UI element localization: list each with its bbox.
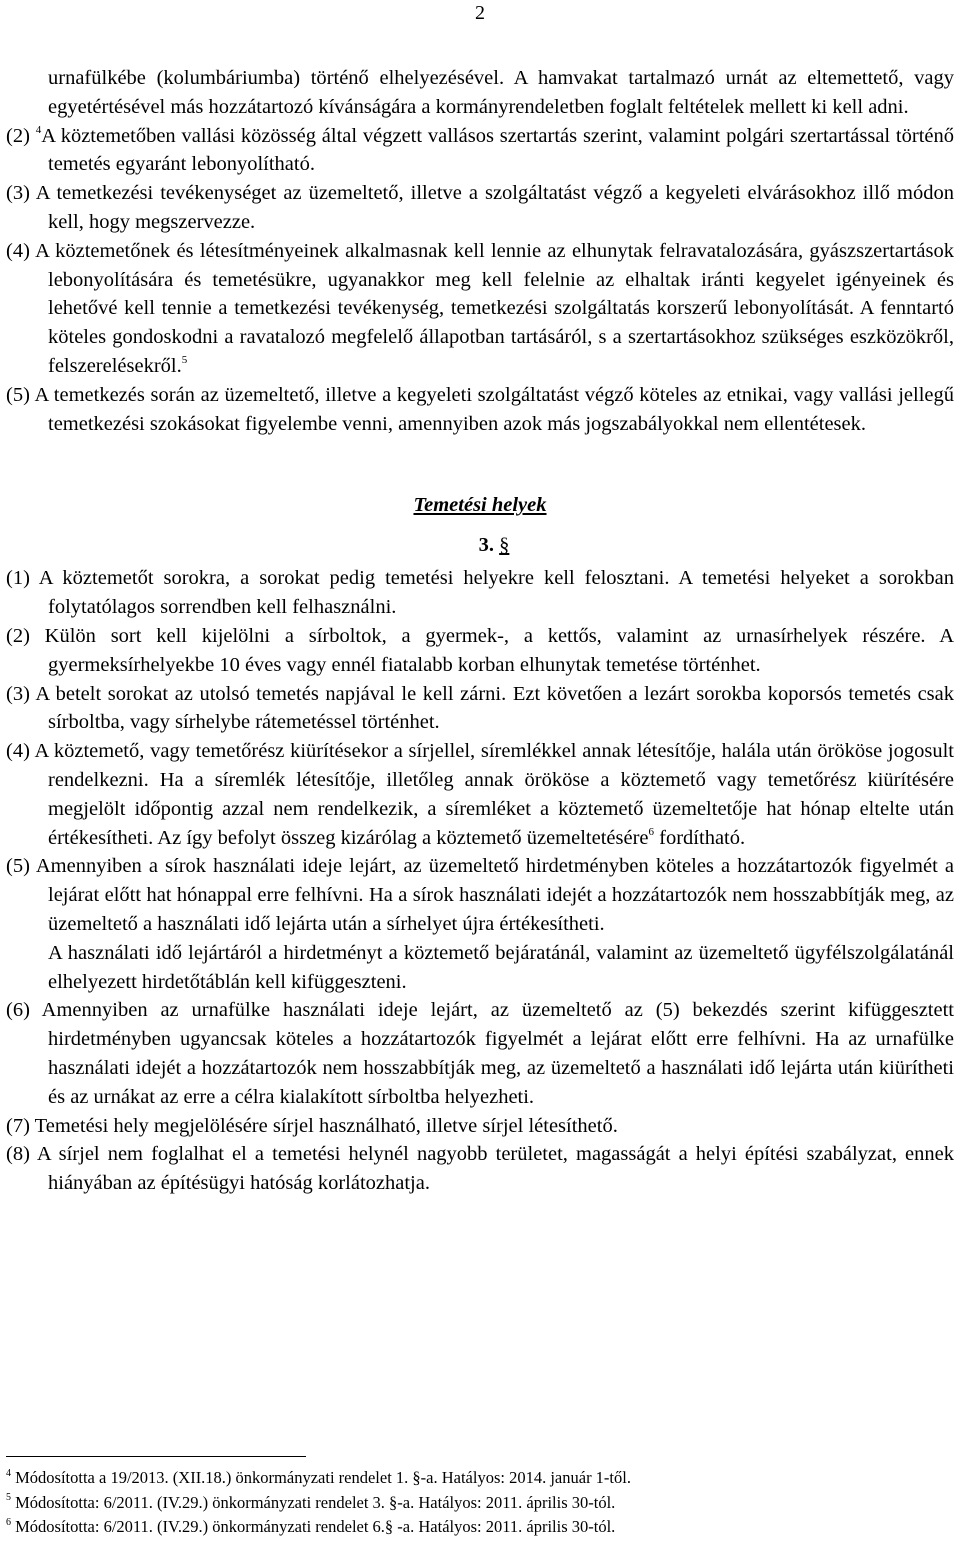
section-number (6, 530, 954, 560)
footnote-text: Módosította: 6/2011. (IV.29.) önkormányzati rendelet 3. §-a. Hatályos: 2011. április 30-tól. (11, 1492, 616, 1512)
footnote-divider (6, 1456, 306, 1457)
paragraph-text: A köztemetőben vallási közösség által végzett vallásos szertartás szerint, valamint polgári szertartással történő temetés egyaránt lebonyolítható. (41, 124, 954, 176)
paragraph-tail: fordítható. (654, 826, 746, 849)
paragraph-continuation: urnafülkébe (kolumbáriumba) történő elhelyezésével. A hamvakat tartalmazó urnát az eltemettető, vagy egyetértésével más hozzátartozó kívánságára a kormányrendeletben foglalt feltételek mellett ki kell adni. (48, 67, 954, 118)
section-paragraph-7: (7) Temetési hely megjelölésére sírjel használható, illetve sírjel létesíthető. (6, 1114, 618, 1137)
section-paragraph-1: (1) A köztemetőt sorokra, a sorokat pedig temetési helyekre kell felosztani. A temetési helyeket a sorokban folytatólagos sorrendben kell felhasználni. (6, 567, 954, 619)
section-paragraph-6: (6) Amennyiben az urnafülke használati ideje lejárt, az üzemeltető az (5) bekezdés szerint kifüggesztett hirdetményben ugyancsak köteles a hozzátartozók figyelmét a lejárat előtt erre felhívni. Ha az urnafülke használati idejét a hozzátartozók nem hosszabbítják meg, az üzemeltető a használati idő lejárta után kiürítheti és az urnákat az erre a célra kialakított sírboltba helyezheti. (6, 999, 954, 1108)
section-number-value: 3. (478, 534, 494, 557)
footnote-number: 4 (6, 1467, 11, 1479)
document-body (6, 64, 954, 1198)
footnote-ref-4[interactable]: 4 (35, 123, 42, 136)
paragraph-number: (2) (6, 124, 36, 147)
footnotes (6, 1466, 946, 1540)
section-paragraph-5-continued: A használati idő lejártáról a hirdetményt a köztemető bejáratánál, valamint az üzemeltető ügyfélszolgálatánál elhelyezett hirdetőtáblán kell kifüggeszteni. (48, 941, 954, 993)
paragraph-text: (4) A köztemető, vagy temetőrész kiürítésekor a sírjellel, síremlékkel annak létesítője, halála után örököse jogosult rendelkezni. Ha a síremlék létesítője, illetőleg annak örököse a köztemető vagy temetőrész kiürítésére megjelölt időpontig azzal nem rendelkezik, a síremléket a köztemető üzemeltetője hat hónap eltelte után értékesítheti. Az így befolyt összeg kizárólag a köztemető üzemeltetésére (6, 740, 954, 849)
paragraph-3: (3) A temetkezési tevékenységet az üzemeltető, illetve a szolgáltatást végző a kegyeleti elvárásokhoz illő módon kell, hogy megszervezze. (6, 182, 954, 233)
paragraph-2 (6, 122, 954, 180)
section-symbol: § (499, 534, 510, 557)
footnote-text: Módosította a 19/2013. (XII.18.) önkormányzati rendelet 1. §-a. Hatályos: 2014. január 1-től. (11, 1468, 631, 1487)
footnote-ref-5[interactable]: 5 (181, 354, 188, 367)
footnote-6 (6, 1515, 946, 1540)
footnote-4 (6, 1466, 946, 1491)
section-paragraph-5: (5) Amennyiben a sírok használati ideje lejárt, az üzemeltető hirdetményben köteles a hozzátartozók figyelmét a lejárat előtt hat hónappal erre felhívni. Ha a sírok használati idejét a hozzátartozók nem hosszabbítják meg, az üzemeltető a használati idő lejárta után a sírhelyet újra értékesítheti. (6, 855, 954, 935)
footnote-text: Módosította: 6/2011. (IV.29.) önkormányzati rendelet 6.§ -a. Hatályos: 2011. április 30-tól. (11, 1517, 616, 1536)
section-paragraph-4 (6, 737, 954, 852)
paragraph-4 (6, 237, 954, 381)
paragraph-text: (4) A köztemetőnek és létesítményeinek alkalmasnak kell lennie az elhunytak felravatalozására, gyászszertartások lebonyolítására és temetésükre, ugyanakkor meg kell felelnie az elhaltak iránti kegyelet igényeinek és lehetővé kell tennie a temetkezési tevékenység, temetkezési szolgáltatás korszerű lebonyolítását. A fenntartó köteles gondoskodni a ravatalozó megfelelő állapotban tartásáról, s a szertartásokhoz szükséges eszközökről, felszerelésekről. (6, 239, 954, 377)
paragraph-5: (5) A temetkezés során az üzemeltető, illetve a kegyeleti szolgáltatást végző köteles az etnikai, vagy vallási jellegű temetkezési szokásokat figyelembe venni, amennyiben azok más jogszabályokkal nem ellentétesek. (6, 383, 954, 435)
footnote-5 (6, 1491, 946, 1516)
page-number: 2 (475, 2, 485, 24)
footnote-number: 5 (6, 1492, 11, 1503)
section-paragraph-8: (8) A sírjel nem foglalhat el a temetési helynél nagyobb területet, magasságát a helyi építési szabályzat, ennek hiányában az építésügyi hatóság korlátozhatja. (6, 1143, 954, 1195)
section-title: Temetési helyek (413, 494, 547, 517)
footnote-ref-6[interactable]: 6 (648, 825, 655, 838)
section-paragraph-2: (2) Külön sort kell kijelölni a sírboltok, a gyermek-, a kettős, valamint az urnasírhelyek részére. A gyermeksírhelyekbe 10 éves vagy ennél fiatalabb korban elhunytak temetése történhet. (6, 624, 954, 676)
footnote-number: 6 (6, 1516, 11, 1528)
section-paragraph-3: (3) A betelt sorokat az utolsó temetés napjával le kell zárni. Ezt követően a lezárt sorokba koporsós temetés csak sírboltba, vagy sírhelybe rátemetéssel történhet. (6, 682, 954, 734)
